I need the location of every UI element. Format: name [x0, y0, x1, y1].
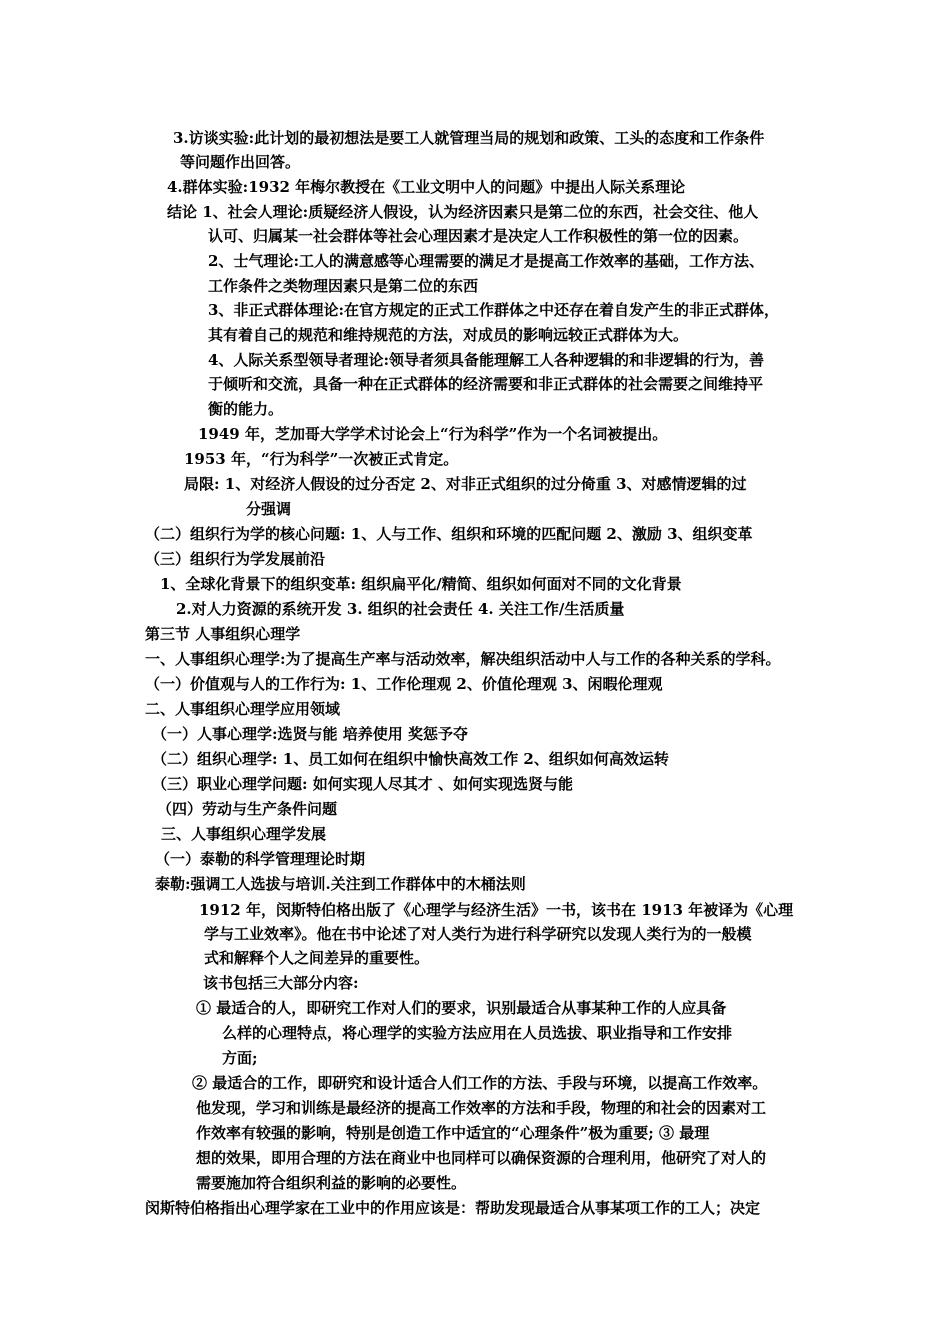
text-line: 学与工业效率》。他在书中论述了对人类行为进行科学研究以发现人类行为的一般模 [204, 925, 752, 943]
text-line: 他发现，学习和训练是最经济的提高工作效率的方法和手段，物理的和社会的因素对工 [196, 1099, 767, 1117]
text-line: 1、全球化背景下的组织变革: 组织扁平化/精简、组织如何面对不同的文化背景 [160, 575, 682, 593]
text-line: 工作条件之类物理因素只是第二位的东西 [208, 277, 479, 295]
text-line: 2.对人力资源的系统开发 3. 组织的社会责任 4. 关注工作/生活质量 [176, 600, 625, 618]
text-line: 该书包括三大部分内容: [203, 974, 359, 992]
text-line: 么样的心理特点，将心理学的实验方法应用在人员选拔、职业指导和工作安排 [222, 1024, 733, 1042]
text-line: （四）劳动与生产条件问题 [157, 800, 338, 818]
text-line: （一）价值观与人的工作行为: 1、工作伦理观 2、价值伦理观 3、闲暇伦理观 [145, 675, 663, 693]
text-line: 三、人事组织心理学发展 [161, 825, 327, 843]
text-line: 泰勒:强调工人选拔与培训.关注到工作群体中的木桶法则 [155, 875, 526, 893]
text-line: 局限: 1、对经济人假设的过分否定 2、对非正式组织的过分倚重 3、对感情逻辑的过 [184, 475, 747, 493]
text-line: 方面; [222, 1049, 258, 1067]
text-line: 认可、归属某一社会群体等社会心理因素才是决定人工作积极性的第一位的因素。 [208, 227, 749, 245]
text-line: （一）泰勒的科学管理理论时期 [155, 850, 366, 868]
text-line: 二、人事组织心理学应用领域 [145, 700, 341, 718]
text-line: 于倾听和交流，具备一种在正式群体的经济需要和非正式群体的社会需要之间维持平 [208, 375, 764, 393]
text-line: 衡的能力。 [208, 400, 284, 418]
text-line: （三）职业心理学问题: 如何实现人尽其才 、如何实现选贤与能 [152, 775, 573, 793]
text-line: 作效率有较强的影响，特别是创造工作中适宜的“心理条件”极为重要; ③ 最理 [196, 1124, 710, 1142]
text-line: （二）组织心理学: 1、员工如何在组织中愉快高效工作 2、组织如何高效运转 [152, 750, 669, 768]
text-line: 4、人际关系型领导者理论:领导者须具备能理解工人各种逻辑的和非逻辑的行为，善 [208, 351, 764, 369]
text-line: 结论 1、社会人理论:质疑经济人假设，认为经济因素只是第二位的东西，社会交往、他人 [167, 203, 759, 221]
text-line: 1953 年，“行为科学”一次被正式肯定。 [184, 450, 459, 468]
text-line: 第三节 人事组织心理学 [145, 625, 301, 643]
text-line: 等问题作出回答。 [180, 153, 301, 171]
text-line: 闵斯特伯格指出心理学家在工业中的作用应该是：帮助发现最适合从事某项工作的工人；决定 [145, 1199, 761, 1217]
text-line: 4.群体实验:1932 年梅尔教授在《工业文明中人的问题》中提出人际关系理论 [167, 178, 686, 196]
text-line: 2、士气理论:工人的满意感等心理需要的满足才是提高工作效率的基础，工作方法、 [208, 252, 764, 270]
text-line: 分强调 [246, 500, 292, 518]
text-line: 需要施加符合组织利益的影响的必要性。 [196, 1174, 467, 1192]
text-line: 想的效果，即用合理的方法在商业中也同样可以确保资源的合理利用，他研究了对人的 [196, 1149, 767, 1167]
text-line: （三）组织行为学发展前沿 [145, 550, 326, 568]
text-line: 3.访谈实验:此计划的最初想法是要工人就管理当局的规划和政策、工头的态度和工作条件 [173, 129, 765, 147]
text-line: ① 最适合的人，即研究工作对人们的要求，识别最适合从事某种工作的人应具备 [196, 999, 727, 1017]
text-line: 1912 年，闵斯特伯格出版了《心理学与经济生活》一书，该书在 1913 年被译为《心理 [199, 901, 794, 919]
text-line: 1949 年，芝加哥大学学术讨论会上“行为科学”作为一个名词被提出。 [198, 425, 668, 443]
text-line: ② 最适合的工作，即研究和设计适合人们工作的方法、手段与环境，以提高工作效率。 [192, 1074, 768, 1092]
text-line: 其有着自己的规范和维持规范的方法，对成员的影响远较正式群体为大。 [208, 326, 689, 344]
text-line: 一、人事组织心理学:为了提高生产率与活动效率，解决组织活动中人与工作的各种关系的学科。 [145, 650, 781, 668]
text-line: 式和解释个人之间差异的重要性。 [204, 949, 430, 967]
text-line: （一）人事心理学:选贤与能 培养使用 奖惩予夺 [152, 725, 468, 743]
text-line: 3、非正式群体理论:在官方规定的正式工作群体之中还存在着自发产生的非正式群体， [208, 301, 779, 319]
text-line: （二）组织行为学的核心问题: 1、人与工作、组织和环境的匹配问题 2、激励 3、组织变革 [145, 525, 753, 543]
